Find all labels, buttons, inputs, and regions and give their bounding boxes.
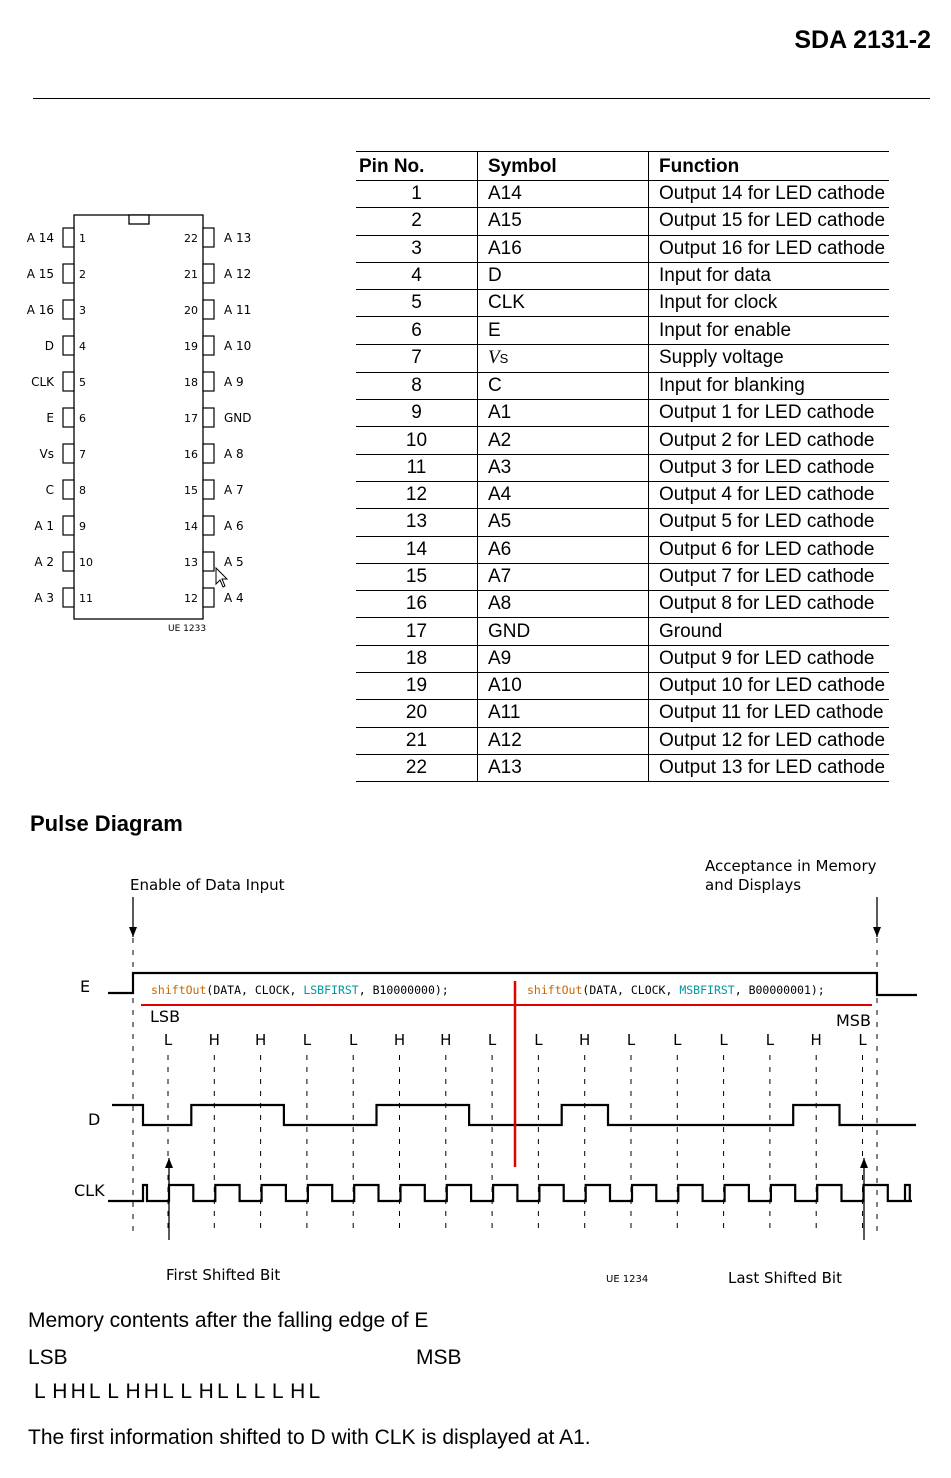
pin-number: 22 (356, 754, 478, 781)
signal-e-label: E (80, 977, 91, 996)
memory-bits (34, 1380, 327, 1404)
table-row (356, 372, 889, 399)
table-row (356, 400, 889, 427)
pin-symbol: A14 (478, 181, 649, 208)
signal-d-label: D (88, 1110, 101, 1129)
pin-number: 1 (356, 181, 478, 208)
table-row (356, 481, 889, 508)
left-pin-number: 10 (79, 556, 93, 569)
pin-number: 10 (356, 427, 478, 454)
right-pin-label: A 4 (224, 591, 244, 605)
right-pin (203, 300, 214, 319)
pin-symbol: A5 (478, 509, 649, 536)
pin-function: Output 11 for LED cathode (649, 700, 890, 727)
bit-label: H (579, 1031, 591, 1049)
right-pin-number: 20 (184, 304, 198, 317)
right-pin (203, 552, 214, 571)
pin-number: 17 (356, 618, 478, 645)
left-pin-number: 7 (79, 448, 86, 461)
pin-function: Output 4 for LED cathode (649, 481, 890, 508)
right-pin (203, 264, 214, 283)
pin-table-header (356, 152, 889, 181)
bit-label: L (487, 1031, 497, 1049)
pin-number: 21 (356, 727, 478, 754)
bit-label: H (440, 1031, 452, 1049)
bit-label: L (163, 1031, 173, 1049)
pin-function: Output 10 for LED cathode (649, 673, 890, 700)
last-bit-arrow-head (860, 1158, 868, 1168)
pulse-diagram-title: Pulse Diagram (30, 811, 183, 836)
bit-label: H (810, 1031, 822, 1049)
pin-symbol: A12 (478, 727, 649, 754)
memory-lsb: LSB (28, 1346, 68, 1369)
pulse-msb-label: MSB (836, 1011, 871, 1030)
code-right: shiftOut(DATA, CLOCK, MSBFIRST, B00000001); (527, 983, 825, 997)
pin-number: 5 (356, 290, 478, 317)
pin-symbol: A11 (478, 700, 649, 727)
memory-bit: L (253, 1380, 266, 1403)
bit-label: H (208, 1031, 220, 1049)
pin-symbol: A3 (478, 454, 649, 481)
left-pin-label: C (45, 483, 54, 497)
pin-symbol: CLK (478, 290, 649, 317)
right-pin-number: 15 (184, 484, 198, 497)
pin-symbol: A15 (478, 208, 649, 235)
right-pin-number: 12 (184, 592, 198, 605)
pin-number: 7 (356, 344, 478, 372)
table-row (356, 208, 889, 235)
pin-function: Input for blanking (649, 372, 890, 399)
right-pin-label: A 10 (224, 339, 252, 353)
pin-function: Output 2 for LED cathode (649, 427, 890, 454)
right-pin (203, 336, 214, 355)
left-pin-number: 11 (79, 592, 93, 605)
table-row (356, 509, 889, 536)
left-pin (63, 480, 74, 499)
header-rule (33, 98, 930, 99)
pin-table (356, 151, 889, 782)
memory-bit: H (125, 1380, 141, 1403)
right-pin (203, 408, 214, 427)
pin-number: 2 (356, 208, 478, 235)
header-pin-no: Pin No. (356, 152, 478, 181)
table-row (356, 700, 889, 727)
right-pin (203, 588, 214, 607)
table-row (356, 645, 889, 672)
pin-function: Input for data (649, 262, 890, 289)
memory-caption: Memory contents after the falling edge of E (28, 1309, 429, 1332)
table-row (356, 563, 889, 590)
pin-symbol: A1 (478, 400, 649, 427)
memory-bit: H (143, 1380, 159, 1403)
pin-function: Output 12 for LED cathode (649, 727, 890, 754)
header-function: Function (649, 152, 890, 181)
left-pin-label: A 3 (34, 591, 54, 605)
memory-bit: H (198, 1380, 214, 1403)
left-pin-label: E (46, 411, 54, 425)
memory-bit: H (52, 1380, 68, 1403)
right-pin-label: A 7 (224, 483, 244, 497)
left-pin (63, 552, 74, 571)
left-pin (63, 408, 74, 427)
acceptance-label: Acceptance in Memory (705, 857, 877, 875)
acceptance-label-2: and Displays (705, 876, 802, 894)
table-row (356, 618, 889, 645)
pin-number: 14 (356, 536, 478, 563)
pin-symbol: A13 (478, 754, 649, 781)
bit-label: L (626, 1031, 636, 1049)
pulse-diagram (0, 845, 951, 1295)
table-row (356, 181, 889, 208)
pin-number: 4 (356, 262, 478, 289)
table-row (356, 591, 889, 618)
table-row (356, 317, 889, 344)
left-pin (63, 228, 74, 247)
first-bit-label: First Shifted Bit (166, 1266, 281, 1284)
left-pin (63, 300, 74, 319)
right-pin-label: A 11 (224, 303, 252, 317)
right-pin (203, 480, 214, 499)
memory-bit: L (216, 1380, 229, 1403)
table-row (356, 235, 889, 262)
right-pin-number: 22 (184, 232, 198, 245)
bit-label: L (765, 1031, 775, 1049)
memory-msb: MSB (416, 1346, 462, 1369)
document-id: SDA 2131-2 (794, 26, 931, 54)
right-pin (203, 444, 214, 463)
pin-function: Output 9 for LED cathode (649, 645, 890, 672)
table-row (356, 454, 889, 481)
pin-symbol: A16 (478, 235, 649, 262)
memory-bit: L (271, 1380, 284, 1403)
pin-function: Output 14 for LED cathode (649, 181, 890, 208)
table-row (356, 673, 889, 700)
memory-bit: L (107, 1380, 119, 1403)
left-pin-number: 1 (79, 232, 86, 245)
pin-function: Output 1 for LED cathode (649, 400, 890, 427)
ic-notch (129, 215, 149, 224)
pin-function: Input for clock (649, 290, 890, 317)
pin-number: 9 (356, 400, 478, 427)
pin-symbol: E (478, 317, 649, 344)
right-pin-label: A 5 (224, 555, 244, 569)
memory-bit: H (290, 1380, 306, 1403)
pin-symbol: VS (478, 344, 649, 372)
memory-bit: L (180, 1380, 193, 1403)
table-row (356, 727, 889, 754)
left-pin (63, 264, 74, 283)
left-pin-number: 4 (79, 340, 86, 353)
pin-number: 19 (356, 673, 478, 700)
left-pin-label: A 1 (34, 519, 54, 533)
bit-label: L (673, 1031, 682, 1049)
left-pin-label: Vs (39, 447, 54, 461)
cursor-icon (216, 568, 227, 587)
pin-function: Output 5 for LED cathode (649, 509, 890, 536)
memory-bit: L (88, 1380, 101, 1403)
right-pin-label: A 6 (224, 519, 244, 533)
bit-label: L (302, 1031, 312, 1049)
pin-function: Output 3 for LED cathode (649, 454, 890, 481)
first-bit-arrow-head (165, 1158, 173, 1168)
pin-function: Output 7 for LED cathode (649, 563, 890, 590)
pin-symbol: A9 (478, 645, 649, 672)
memory-bit: L (162, 1380, 174, 1403)
pin-number: 6 (356, 317, 478, 344)
left-pin (63, 372, 74, 391)
pin-function: Supply voltage (649, 344, 890, 372)
pin-number: 12 (356, 481, 478, 508)
table-row (356, 536, 889, 563)
pin-number: 13 (356, 509, 478, 536)
ic-reference: UE 1233 (168, 624, 207, 634)
right-pin-number: 19 (184, 340, 198, 353)
table-row (356, 754, 889, 781)
bit-label: L (858, 1031, 867, 1049)
right-pin-label: GND (224, 411, 252, 425)
left-pin (63, 336, 74, 355)
pin-function: Output 15 for LED cathode (649, 208, 890, 235)
right-pin-number: 14 (184, 520, 198, 533)
left-pin-number: 2 (79, 268, 86, 281)
memory-bit: H (70, 1380, 86, 1403)
pin-function: Output 16 for LED cathode (649, 235, 890, 262)
left-pin-number: 5 (79, 376, 86, 389)
right-pin-number: 13 (184, 556, 198, 569)
bit-label: L (719, 1031, 728, 1049)
memory-bit: L (308, 1380, 321, 1403)
pin-symbol: A10 (478, 673, 649, 700)
left-pin (63, 588, 74, 607)
pin-number: 8 (356, 372, 478, 399)
left-pin-label: A 15 (26, 267, 54, 281)
memory-bit: L (34, 1380, 46, 1403)
right-pin-label: A 13 (224, 231, 252, 245)
bit-label: H (393, 1031, 406, 1049)
pulse-lsb-label: LSB (150, 1007, 181, 1026)
right-pin (203, 516, 214, 535)
pin-symbol: A8 (478, 591, 649, 618)
left-pin-label: A 14 (26, 231, 54, 245)
left-pin-label: CLK (31, 375, 54, 389)
pulse-reference: UE 1234 (606, 1274, 649, 1285)
memory-footer: The first information shifted to D with CLK is displayed at A1. (28, 1426, 591, 1449)
right-pin-label: A 8 (224, 447, 244, 461)
bit-label: H (254, 1031, 267, 1049)
pin-number: 20 (356, 700, 478, 727)
ic-pinout-diagram (0, 200, 300, 640)
pin-symbol: A2 (478, 427, 649, 454)
left-pin-number: 6 (79, 412, 86, 425)
left-pin-label: A 2 (34, 555, 54, 569)
enable-arrow-head (129, 927, 137, 937)
bit-label: L (534, 1031, 543, 1049)
pin-number: 18 (356, 645, 478, 672)
pin-function: Ground (649, 618, 890, 645)
memory-bit: L (235, 1380, 247, 1403)
right-pin (203, 228, 214, 247)
pin-function: Output 6 for LED cathode (649, 536, 890, 563)
pin-symbol: GND (478, 618, 649, 645)
signal-clk-wave (108, 1185, 912, 1201)
pin-function: Output 13 for LED cathode (649, 754, 890, 781)
table-row (356, 344, 889, 372)
left-pin-number: 9 (79, 520, 86, 533)
right-pin-number: 18 (184, 376, 198, 389)
pin-function: Output 8 for LED cathode (649, 591, 890, 618)
left-pin (63, 516, 74, 535)
pin-function: Input for enable (649, 317, 890, 344)
pin-number: 15 (356, 563, 478, 590)
acceptance-arrow-head (873, 927, 881, 937)
pin-number: 3 (356, 235, 478, 262)
signal-clk-label: CLK (74, 1181, 105, 1200)
right-pin-label: A 12 (224, 267, 252, 281)
table-row (356, 290, 889, 317)
table-row (356, 262, 889, 289)
right-pin (203, 372, 214, 391)
table-row (356, 427, 889, 454)
right-pin-number: 21 (184, 268, 198, 281)
pin-symbol: D (478, 262, 649, 289)
left-pin-number: 3 (79, 304, 86, 317)
left-pin (63, 444, 74, 463)
left-pin-number: 8 (79, 484, 86, 497)
pin-number: 16 (356, 591, 478, 618)
right-pin-number: 17 (184, 412, 198, 425)
pin-symbol: A7 (478, 563, 649, 590)
pin-symbol: C (478, 372, 649, 399)
header-symbol: Symbol (478, 152, 649, 181)
pin-number: 11 (356, 454, 478, 481)
last-bit-label: Last Shifted Bit (728, 1269, 842, 1287)
left-pin-label: D (44, 339, 54, 353)
left-pin-label: A 16 (26, 303, 54, 317)
pin-symbol: A4 (478, 481, 649, 508)
right-pin-label: A 9 (224, 375, 244, 389)
pin-symbol: A6 (478, 536, 649, 563)
enable-label: Enable of Data Input (130, 876, 285, 894)
bit-label: L (349, 1031, 358, 1049)
right-pin-number: 16 (184, 448, 198, 461)
code-left: shiftOut(DATA, CLOCK, LSBFIRST, B10000000); (151, 983, 449, 997)
